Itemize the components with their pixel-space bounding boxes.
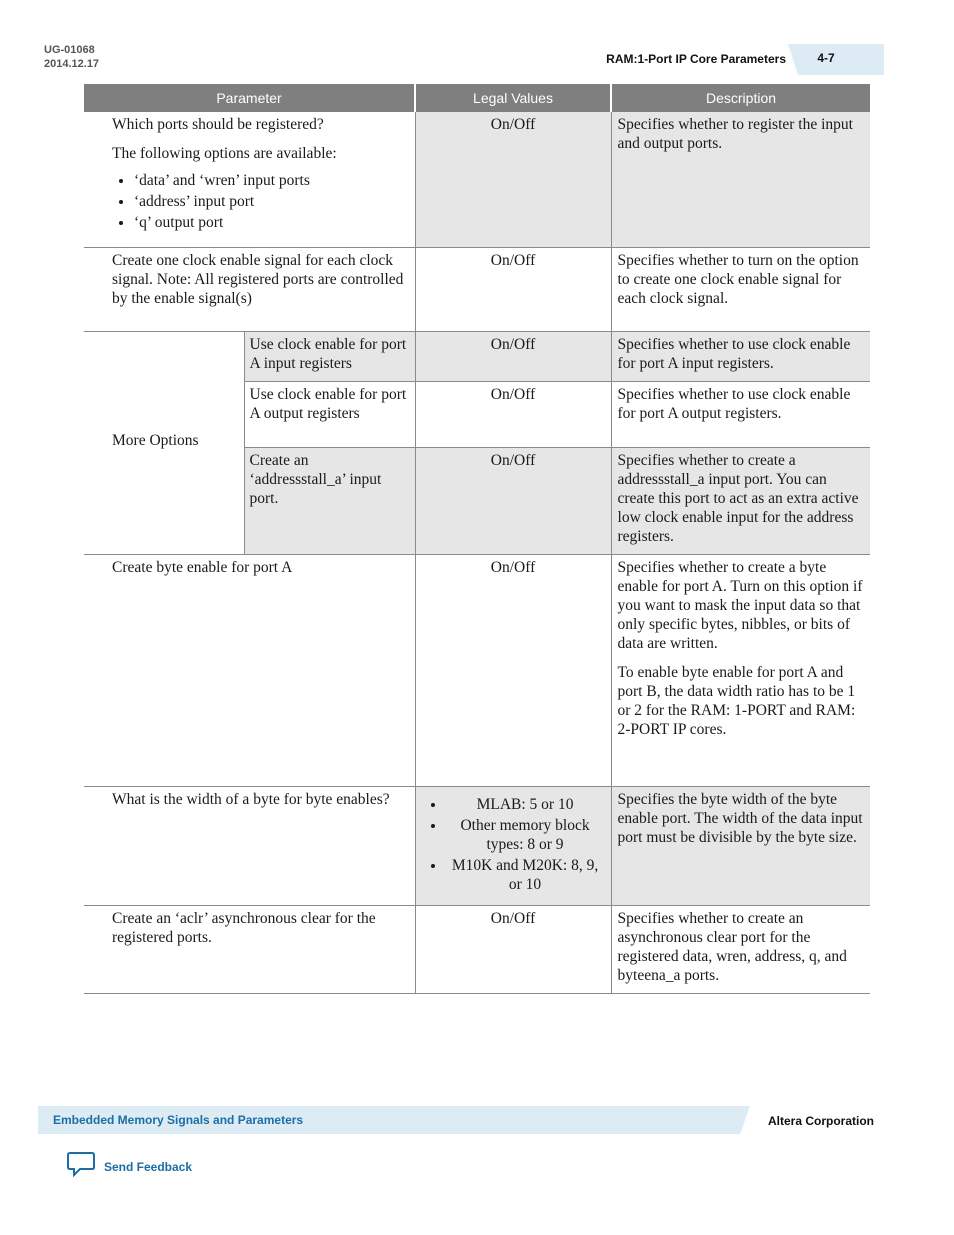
param-text: The following options are available: bbox=[112, 145, 337, 162]
param-option-list bbox=[112, 171, 409, 232]
legal-values-cell: On/Off bbox=[415, 905, 611, 993]
doc-meta bbox=[44, 43, 99, 71]
legal-values-cell: On/Off bbox=[415, 381, 611, 447]
list-item: • ‘q’ output port bbox=[134, 213, 409, 232]
description-cell bbox=[611, 554, 870, 786]
description-cell: Specifies whether to use clock enable for port A output registers. bbox=[611, 381, 870, 447]
footer-section-link[interactable]: Embedded Memory Signals and Parameters bbox=[53, 1113, 304, 1127]
column-header-legal-values: Legal Values bbox=[415, 84, 611, 112]
list-item: • M10K and M20K: 8, 9, or 10 bbox=[446, 856, 605, 894]
table-row bbox=[84, 905, 870, 993]
section-title: RAM:1-Port IP Core Parameters bbox=[606, 52, 786, 66]
legal-values-cell: On/Off bbox=[415, 447, 611, 554]
sub-param-cell: Create an ‘addressstall_a’ input port. bbox=[244, 447, 415, 554]
description-paragraph: Specifies whether to create a byte enable for port A. Turn on this option if you want to mask the input data so that only specific bytes, nibbles, or bits of data are written. bbox=[617, 558, 863, 652]
description-cell: Specifies whether to turn on the option to create one clock enable signal for each clock signal. bbox=[611, 247, 870, 331]
send-feedback-link[interactable] bbox=[66, 1151, 192, 1182]
param-cell: What is the width of a byte for byte enables? bbox=[84, 786, 415, 905]
speech-bubble-icon bbox=[66, 1151, 96, 1182]
page-number-tab bbox=[798, 44, 884, 75]
description-cell: Specifies whether to use clock enable for port A input registers. bbox=[611, 331, 870, 381]
description-paragraph: To enable byte enable for port A and port B, the data width ratio has to be 1 or 2 for the RAM: 1-PORT and RAM: 2-PORT IP cores. bbox=[617, 663, 856, 738]
legal-values-cell: On/Off bbox=[415, 112, 611, 247]
doc-id: UG-01068 bbox=[44, 44, 95, 56]
description-cell: Specifies whether to register the input and output ports. bbox=[611, 112, 870, 247]
send-feedback-label[interactable]: Send Feedback bbox=[104, 1159, 193, 1174]
legal-values-cell: On/Off bbox=[415, 247, 611, 331]
table-row bbox=[84, 112, 870, 247]
legal-values-cell bbox=[415, 786, 611, 905]
table-row bbox=[84, 247, 870, 331]
legal-values-cell: On/Off bbox=[415, 554, 611, 786]
param-cell: Create byte enable for port A bbox=[84, 554, 415, 786]
column-header-description: Description bbox=[611, 84, 870, 112]
list-item: • Other memory block types: 8 or 9 bbox=[446, 816, 605, 854]
legal-values-list bbox=[422, 795, 605, 894]
param-text: Which ports should be registered? bbox=[112, 116, 324, 133]
group-label-cell: More Options bbox=[84, 331, 244, 554]
sub-param-cell: Use clock enable for port A output registers bbox=[244, 381, 415, 447]
list-item: • ‘data’ and ‘wren’ input ports bbox=[134, 171, 409, 190]
page-number: 4-7 bbox=[817, 50, 835, 65]
table-header-row bbox=[84, 84, 870, 112]
list-item: • MLAB: 5 or 10 bbox=[446, 795, 605, 814]
param-cell: Create one clock enable signal for each clock signal. Note: All registered ports are controlled by the enable signal(s) bbox=[84, 247, 415, 331]
description-cell: Specifies whether to create a addressstall_a input port. You can create this port to act as an extra active low clock enable input for the address registers. bbox=[611, 447, 870, 554]
doc-date: 2014.12.17 bbox=[44, 58, 100, 70]
param-cell: Create an ‘aclr’ asynchronous clear for the registered ports. bbox=[84, 905, 415, 993]
table-row bbox=[84, 554, 870, 786]
column-header-parameter: Parameter bbox=[84, 84, 415, 112]
table-row bbox=[84, 786, 870, 905]
parameters-table bbox=[84, 84, 870, 994]
param-cell bbox=[84, 112, 415, 247]
description-cell: Specifies the byte width of the byte enable port. The width of the data input port must be divisible by the byte size. bbox=[611, 786, 870, 905]
list-item: • ‘address’ input port bbox=[134, 192, 409, 211]
description-cell: Specifies whether to create an asynchronous clear port for the registered data, wren, address, q, and byteena_a ports. bbox=[611, 905, 870, 993]
legal-values-cell: On/Off bbox=[415, 331, 611, 381]
table-row bbox=[84, 331, 870, 381]
sub-param-cell: Use clock enable for port A input registers bbox=[244, 331, 415, 381]
footer-company: Altera Corporation bbox=[767, 1114, 874, 1128]
